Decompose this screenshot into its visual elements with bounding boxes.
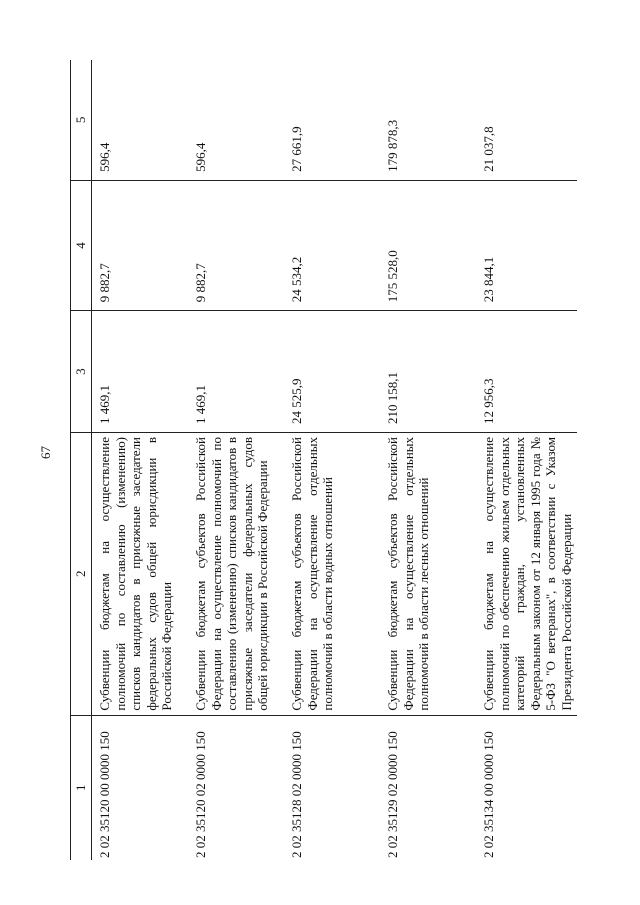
row-value-5: 179 878,3	[380, 60, 476, 180]
table-row	[380, 60, 476, 860]
header-col-4: 4	[71, 180, 92, 310]
header-col-3: 3	[71, 311, 92, 433]
row-code: 2 02 35128 02 0000 150	[289, 731, 304, 858]
table-row	[476, 60, 577, 860]
row-value-5: 596,4	[92, 60, 189, 180]
row-code: 2 02 35129 02 0000 150	[385, 731, 400, 858]
row-value-5: 21 037,8	[476, 60, 577, 180]
row-value-3: 1 469,1	[188, 311, 284, 433]
budget-table-container	[70, 60, 620, 860]
row-value-3: 210 158,1	[380, 311, 476, 433]
row-code: 2 02 35134 00 0000 150	[481, 731, 496, 858]
header-col-1: 1	[71, 715, 92, 860]
row-description: Субвенции бюджетам субъектов Российской Федерации на осуществление полномочий по составлению (изменению) списков кандидатов в присяжные заседатели федеральных судов общей юрисдикции в Российской Федерации	[188, 432, 284, 715]
header-col-5: 5	[71, 60, 92, 180]
table-row	[92, 60, 189, 860]
page-number: 67	[38, 446, 53, 459]
row-description: Субвенции бюджетам субъектов Российской Федерации на осуществление отдельных полномочий в области водных отношений	[284, 432, 380, 715]
row-code: 2 02 35120 02 0000 150	[193, 731, 208, 858]
row-value-4: 24 534,2	[284, 180, 380, 310]
table-header-row	[71, 60, 92, 860]
row-value-3: 24 525,9	[284, 311, 380, 433]
row-value-4: 9 882,7	[92, 180, 189, 310]
row-value-5: 596,4	[188, 60, 284, 180]
budget-table	[70, 60, 577, 860]
header-col-2: 2	[71, 432, 92, 715]
row-value-4: 175 528,0	[380, 180, 476, 310]
row-value-5: 27 661,9	[284, 60, 380, 180]
row-value-4: 23 844,1	[476, 180, 577, 310]
row-description: Субвенции бюджетам субъектов Российской Федерации на осуществление отдельных полномочий в области лесных отношений	[380, 432, 476, 715]
row-value-3: 12 956,3	[476, 311, 577, 433]
table-row	[284, 60, 380, 860]
table-row	[188, 60, 284, 860]
row-value-3: 1 469,1	[92, 311, 189, 433]
row-description: Субвенции бюджетам на осуществление полномочий по обеспечению жильем отдельных категорий граждан, установленных Федеральным законом от 12 января 1995 года № 5-ФЗ "О ветеранах", в соответствии с Указом Президента Российской Федерации	[476, 432, 577, 715]
row-value-4: 9 882,7	[188, 180, 284, 310]
row-code: 2 02 35120 00 0000 150	[97, 731, 112, 858]
row-description: Субвенции бюджетам на осуществление полномочий по составлению (изменению) списков кандидатов в присяжные заседатели федеральных судов общей юрисдикции в Российской Федерации	[92, 432, 189, 715]
